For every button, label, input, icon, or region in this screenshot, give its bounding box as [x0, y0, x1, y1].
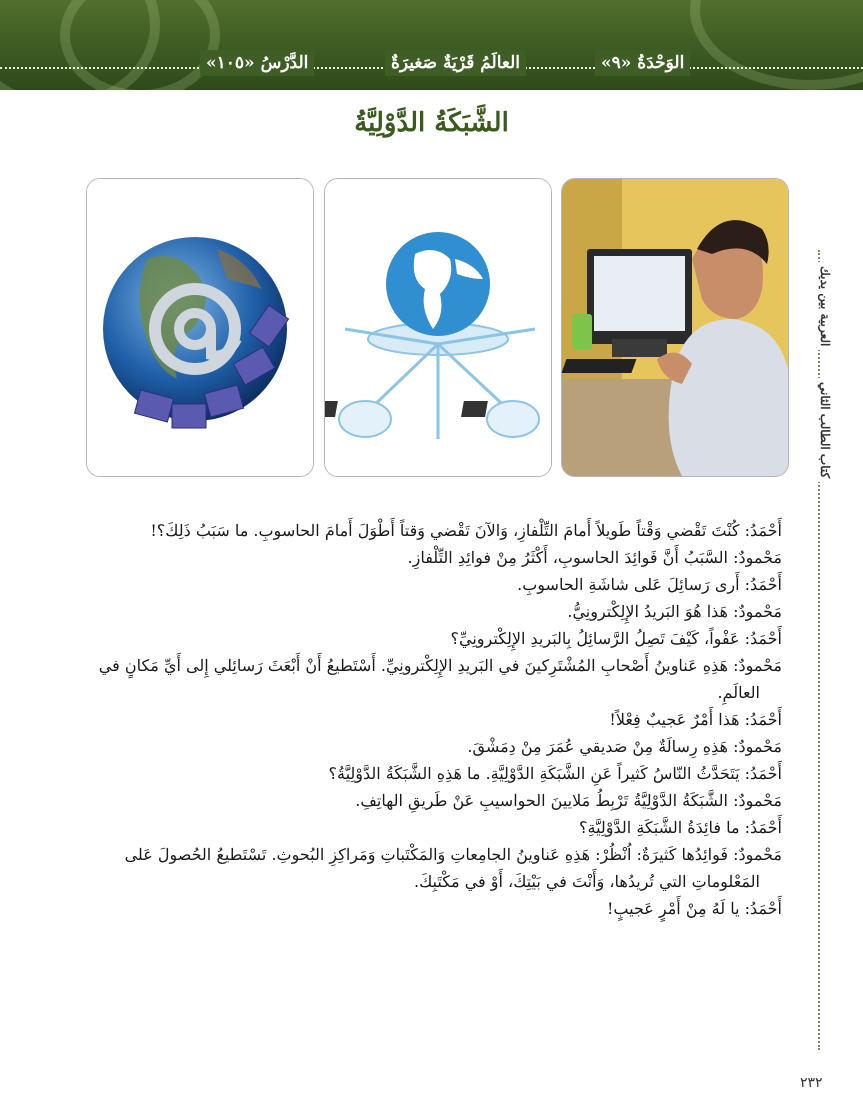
- page-title: الشَّبَكَةُ الدَّوْلِيَّةُ: [354, 108, 509, 138]
- page-number: ٢٣٢: [800, 1075, 823, 1091]
- dialogue-line: أَحْمَدُ: أَرى رَسائِلَ عَلى شاشَةِ الحاسوبِ.: [517, 575, 782, 594]
- dialogue-line: مَحْمودٌ: فَوائِدُها كَثيرَةٌ: اُنْظُرْ: هَذِهِ عَناوينُ الجامِعاتِ وَالمَكْتَباتِ وَمَراكِزِ البُحوثِ. تَسْتَطيعُ الحُصولَ عَلى المَعْلوماتِ التي تُريدُها، وَأَنْتَ في بَيْتِكَ، أَوْ في مَكْتَبِكَ.: [124, 845, 782, 891]
- unit-label: الوَحْدَةُ «٩»: [595, 50, 690, 76]
- dialogue-line: مَحْمودٌ: هَذِهِ رِسالَةٌ مِنْ صَديقي عُمَرَ مِنْ دِمَشْقَ.: [467, 737, 782, 756]
- lesson-label: الدَّرْسُ «١٠٥»: [200, 50, 314, 76]
- dialogue-line: مَحْمودٌ: هَذا هُوَ البَريدُ الإِلِكْترونِيُّ.: [567, 602, 782, 621]
- dialogue-text: [80, 517, 782, 922]
- network-globe-image: [324, 178, 552, 477]
- book-name: العربية بين يديك: [806, 262, 832, 350]
- header-banner: [0, 0, 863, 90]
- email-globe-image: [86, 178, 314, 477]
- email-globe-icon: [87, 179, 313, 476]
- man-computer-illustration: [562, 179, 788, 476]
- decor-swirl: [60, 0, 220, 90]
- man-at-computer-photo: [561, 178, 789, 477]
- dialogue-line: مَحْمودٌ: هَذِهِ عَناوينُ أَصْحابِ المُشْتَرِكينَ في البَريدِ الإِلِكْترونِيِّ. أَسْتَطيعُ أَنْ أَبْعَثَ رَسائِلي إِلى أَيِّ مَكانٍ في العالَمِ.: [98, 656, 782, 702]
- dialogue-line: أَحْمَدُ: هَذا أَمْرٌ عَجيبٌ فِعْلاً!: [609, 710, 782, 729]
- dialogue-line: أَحْمَدُ: يَتَحَدَّثُ النّاسُ كَثيراً عَنِ الشَّبَكَةِ الدَّوْلِيَّةِ. ما هَذِهِ الشَّبَكَةُ الدَّوْلِيَّةُ؟: [328, 764, 782, 783]
- dialogue-line: أَحْمَدُ: عَفْواً، كَيْفَ تَصِلُ الرَّسائِلُ بِالبَريدِ الإِلِكْترونِيِّ؟: [450, 629, 782, 648]
- decor-swirl: [690, 0, 863, 90]
- dialogue-line: أَحْمَدُ: يا لَهُ مِنْ أَمْرٍ عَجيبٍ!: [606, 899, 782, 918]
- dialogue-line: أَحْمَدُ: كُنْتَ تَقْضي وَقْتاً طَويلاً أَمامَ التِّلْفازِ، وَالآنَ تَقْضي وَقتاً أَطْوَلَ أَمامَ الحاسوبِ. ما سَبَبُ ذَلِكَ؟!: [150, 521, 782, 540]
- globe-network-icon: [325, 179, 551, 476]
- book-part: كتاب الطالب الثاني: [806, 378, 832, 482]
- dialogue-line: مَحْمودٌ: الشَّبَكَةُ الدَّوْلِيَّةُ تَرْبِطُ مَلايينَ الحواسيبِ عَنْ طَريقِ الهاتِفِ.: [355, 791, 782, 810]
- dialogue-line: أَحْمَدُ: ما فائِدَةُ الشَّبَكَةِ الدَّوْلِيَّةِ؟: [579, 818, 782, 837]
- dialogue-line: مَحْمودٌ: السَّبَبُ أَنَّ فَوائِدَ الحاسوبِ، أَكْثَرُ مِنْ فوائِدِ التِّلْفازِ.: [407, 548, 782, 567]
- side-dotted-rule: [818, 250, 820, 1050]
- unit-title: العالَمُ قَرْيَةٌ صَغيرَةٌ: [385, 50, 526, 76]
